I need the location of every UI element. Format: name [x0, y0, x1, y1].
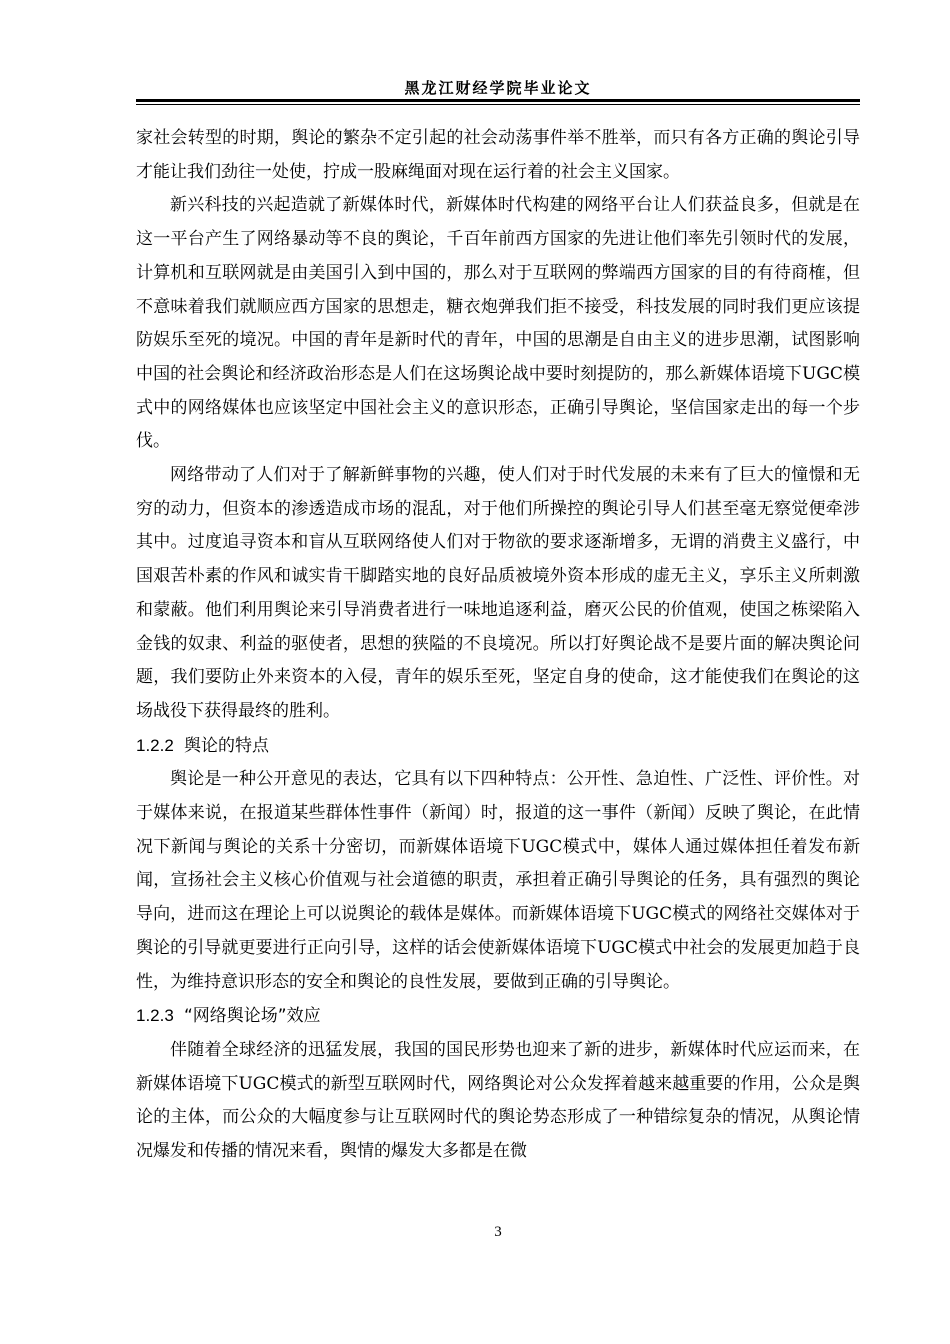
section-number: 1.2.3 — [136, 1006, 174, 1026]
section-number: 1.2.2 — [136, 735, 174, 755]
paragraph: 新兴科技的兴起造就了新媒体时代，新媒体时代构建的网络平台让人们获益良多，但就是在这一平台产生了网络暴动等不良的舆论，千百年前西方国家的先进让他们率先引领时代的发展，计算机和互联网就是由美国引入到中国的，那么对于互联网的弊端西方国家的目的有待商榷，但不意味着我们就顺应西方国家的思想走，糖衣炮弹我们拒不接受，科技发展的同时我们更应该提防娱乐至死的境况。中国的青年是新时代的青年，中国的思潮是自由主义的进步思潮，试图影响中国的社会舆论和经济政治形态是人们在这场舆论战中要时刻提防的，那么新媒体语境下UGC模式中的网络媒体也应该坚定中国社会主义的意识形态，正确引导舆论，坚信国家走出的每一个步伐。 — [136, 195, 860, 452]
body-text — [136, 122, 860, 1169]
running-header: 黑龙江财经学院毕业论文 — [404, 79, 592, 97]
section-heading — [136, 999, 860, 1034]
paragraph: 伴随着全球经济的迅猛发展，我国的国民形势也迎来了新的进步，新媒体时代应运而来，在新媒体语境下UGC模式的新型互联网时代，网络舆论对公众发挥着越来越重要的作用，公众是舆论的主体，而公众的大幅度参与让互联网时代的舆论势态形成了一种错综复杂的情况，从舆论情况爆发和传播的情况来看，舆情的爆发大多都是在微 — [136, 1039, 860, 1162]
paragraph: 家社会转型的时期，舆论的繁杂不定引起的社会动荡事件举不胜举，而只有各方正确的舆论引导才能让我们劲往一处使，拧成一股麻绳面对现在运行着的社会主义国家。 — [136, 128, 860, 182]
paragraph: 网络带动了人们对于了解新鲜事物的兴趣，使人们对于时代发展的未来有了巨大的憧憬和无穷的动力，但资本的渗透造成市场的混乱，对于他们所操控的舆论引导人们甚至毫无察觉便牵涉其中。过度追寻资本和盲从互联网络使人们对于物欲的要求逐渐增多，无谓的消费主义盛行，中国艰苦朴素的作风和诚实肯干脚踏实地的良好品质被境外资本形成的虚无主义，享乐主义所刺激和蒙蔽。他们利用舆论来引导消费者进行一味地追逐利益，磨灭公民的价值观，使国之栋梁陷入金钱的奴隶、利益的驱使者，思想的狭隘的不良境况。所以打好舆论战不是要片面的解决舆论问题，我们要防止外来资本的入侵，青年的娱乐至死，坚定自身的使命，这才能使我们在舆论的这场战役下获得最终的胜利。 — [136, 465, 860, 721]
section-title: 舆论的特点 — [184, 735, 269, 756]
paragraph: 舆论是一种公开意见的表达，它具有以下四种特点：公开性、急迫性、广泛性、评价性。对于媒体来说，在报道某些群体性事件（新闻）时，报道的这一事件（新闻）反映了舆论，在此情况下新闻与舆论的关系十分密切，而新媒体语境下UGC模式中，媒体人通过媒体担任着发布新闻，宣扬社会主义核心价值观与社会道德的职责，承担着正确引导舆论的任务，具有强烈的舆论导向，进而这在理论上可以说舆论的载体是媒体。而新媒体语境下UGC模式的网络社交媒体对于舆论的引导就更要进行正向引导，这样的话会使新媒体语境下UGC模式中社会的发展更加趋于良性，为维持意识形态的安全和舆论的良性发展，要做到正确的引导舆论。 — [136, 769, 860, 992]
header-rule-thin — [136, 104, 860, 105]
section-title: “网络舆论场”效应 — [184, 1006, 321, 1027]
page-number: 3 — [494, 1224, 502, 1240]
header-rule — [136, 99, 860, 102]
section-heading — [136, 729, 860, 764]
